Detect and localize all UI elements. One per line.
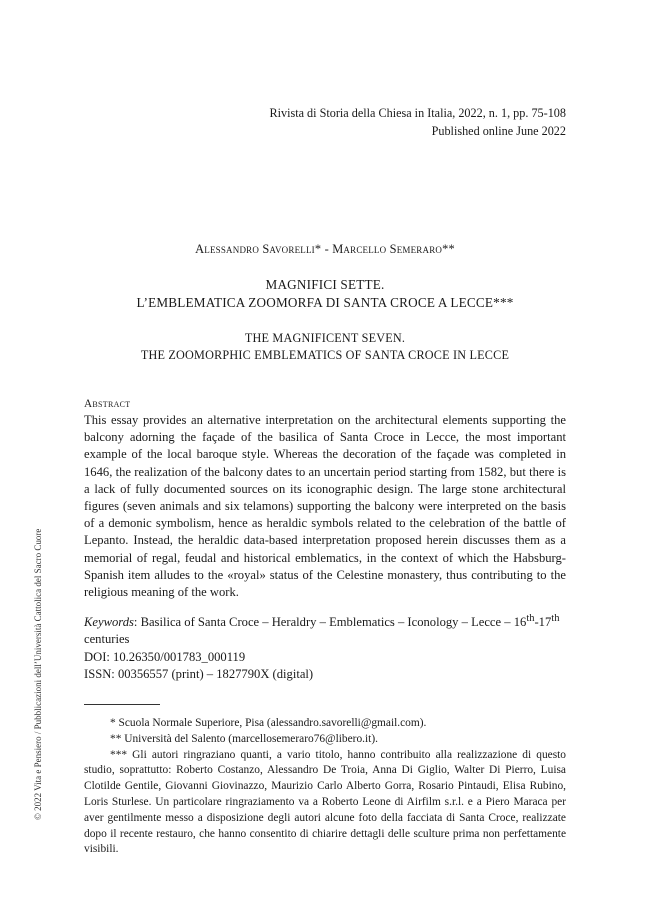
keywords-block bbox=[84, 610, 566, 683]
keywords-line bbox=[84, 610, 566, 649]
keywords-mid: -17 bbox=[534, 615, 552, 630]
english-title bbox=[0, 330, 650, 364]
footnote-1: * Scuola Normale Superiore, Pisa (alessandro.savorelli@gmail.com). bbox=[110, 717, 427, 729]
english-title-line-1: THE MAGNIFICENT SEVEN. bbox=[244, 331, 406, 345]
abstract-body bbox=[84, 412, 566, 601]
footnote-3: *** Gli autori ringraziano quanti, a vario titolo, hanno contribuito alla realizzazione di questo studio, soprattutto: Roberto Costanzo, Alessandro De Troia, Anna Di Giglio, Walter Di Pierro, Luisa Clotilde Gentile, Giovanni Giovinazzo, Maurizio Carlo Alberto Gorra, Rosario Pintaudi, Elisa Rubino, Loris Sturlese. Un particolare ringraziamento va a Roberto Leone di Airfilm s.r.l. e a Piero Maraca per aver gentilmente messo a disposizione degli autori alcune foto della facciata di Santa Croce, realizzate dopo il recente restauro, che hanno consentito di chiarire dettagli delle sculture prima non perfettamente visibili. bbox=[84, 748, 566, 856]
issn-line: ISSN: 00356557 (print) – 1827790X (digital) bbox=[84, 666, 314, 681]
keywords-sup-2: th bbox=[551, 613, 560, 624]
keywords-tail: centuries bbox=[84, 632, 130, 647]
english-title-line-2: THE ZOOMORPHIC EMBLEMATICS OF SANTA CROCE IN LECCE bbox=[140, 348, 510, 362]
keywords-sup-1: th bbox=[526, 613, 535, 624]
author-1-mark: * bbox=[314, 242, 322, 256]
copyright-sidebar: © 2022 Vita e Pensiero / Pubblicazioni dell’Università Cattolica del Sacro Cuore bbox=[33, 528, 43, 820]
journal-citation: Rivista di Storia della Chiesa in Italia, 2022, n. 1, pp. 75-108 bbox=[269, 106, 566, 120]
footnotes bbox=[84, 716, 566, 858]
publication-date: Published online June 2022 bbox=[431, 124, 566, 138]
author-2-name: Marcello Semeraro bbox=[332, 242, 443, 256]
keywords-text: : Basilica of Santa Croce – Heraldry – Emblematics – Iconology – Lecce – 16 bbox=[133, 615, 527, 630]
abstract-heading: Abstract bbox=[84, 398, 131, 410]
author-1-name: Alessandro Savorelli bbox=[195, 242, 315, 256]
author-line bbox=[0, 242, 650, 257]
abstract-text: This essay provides an alternative interpretation on the architectural elements supporting the balcony adorning the façade of the basilica of Santa Croce in Lecce, the most important example of the local baroque style. Whereas the decoration of the façade was completed in 1646, the realization of the balcony dates to an uncertain period starting from 1582, but there is a lack of fully documented sources on its iconographic design. The large stone architectural figures (seven animals and six telamons) supporting the balcony were interpreted on the basis of a demonic symbolism, hence as heraldic symbols related to the celebration of the battle of Lepanto. Instead, the heraldic data-based interpretation proposed herein discusses them as a memorial of regal, feudal and historical emblematics, in the context of which the Habsburg-Spanish item alludes to the «royal» status of the Celestine monastery, thus contributing to the religious meaning of the work. bbox=[84, 413, 566, 600]
keywords-label: Keywords bbox=[84, 615, 134, 630]
italian-title-line-2: L’EMBLEMATICA ZOOMORFA DI SANTA CROCE A LECCE*** bbox=[136, 295, 514, 310]
author-separator: - bbox=[321, 242, 333, 256]
italian-title-line-1: MAGNIFICI SETTE. bbox=[265, 277, 385, 292]
author-2-mark: ** bbox=[442, 242, 455, 256]
footnote-2: ** Università del Salento (marcellosemeraro76@libero.it). bbox=[110, 732, 378, 745]
italian-title bbox=[0, 276, 650, 312]
doi-line: DOI: 10.26350/001783_000119 bbox=[84, 649, 246, 664]
footnote-rule bbox=[84, 704, 160, 705]
journal-header bbox=[269, 104, 566, 140]
